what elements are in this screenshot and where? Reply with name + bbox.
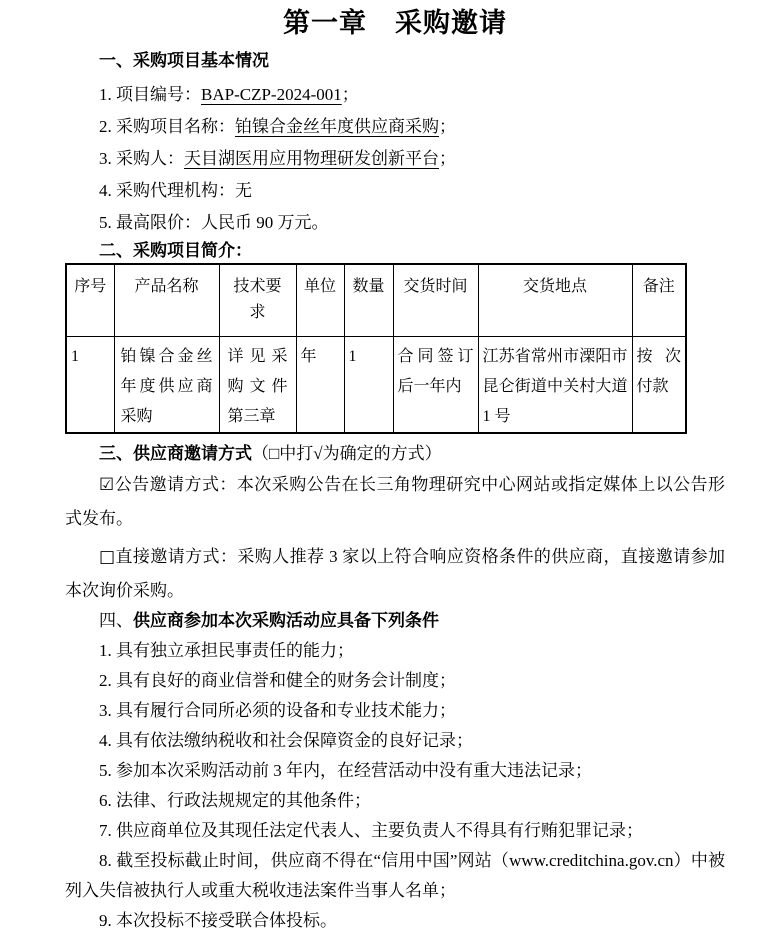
page-title: 第一章 采购邀请	[283, 8, 507, 38]
table-header-row	[66, 264, 686, 337]
table-header-cell-qty: 数量	[344, 264, 393, 337]
procurement-table	[65, 263, 687, 434]
item-suffix: ；	[341, 85, 359, 104]
no-consortium-underline: 不接受	[184, 911, 235, 928]
section3-heading-note: （□中打√为确定的方式）	[252, 444, 442, 463]
table-header-cell-tech: 技术要求	[219, 264, 296, 337]
table-cell-delivery-time: 合同签订后一年内	[393, 337, 478, 434]
section4-heading	[65, 611, 725, 630]
invite-option-announcement	[65, 468, 725, 535]
table-cell-unit: 年	[296, 337, 344, 434]
table-header-cell-remark: 备注	[632, 264, 686, 337]
invite-option-text: 直接邀请方式：采购人推荐 3 家以上符合响应资格条件的供应商，直接邀请参加本次询价采购。	[65, 547, 726, 600]
item-label: 4. 采购代理机构：无	[99, 181, 252, 200]
project-number-value: BAP-CZP-2024-001	[201, 85, 342, 104]
table-header-cell-delivery-place: 交货地点	[478, 264, 632, 337]
table-cell-tech: 详见采购文件第三章	[219, 337, 296, 434]
section4-heading-text: 供应商参加本次采购活动应具备下列条件	[133, 611, 439, 630]
list-item	[65, 143, 725, 175]
table-cell-qty: 1	[344, 337, 393, 434]
table-cell-product: 铂镍合金丝年度供应商采购	[114, 337, 219, 434]
list-item	[65, 786, 725, 816]
item-label: 3. 采购人：	[99, 149, 184, 168]
checkbox-unchecked-icon: □	[99, 547, 116, 567]
list-item	[65, 906, 725, 928]
item-text: 3. 具有履行合同所必须的设备和专业技术能力；	[99, 701, 456, 720]
list-item	[65, 666, 725, 696]
section3-heading-bold: 三、供应商邀请方式	[99, 444, 252, 463]
item-suffix: ；	[439, 117, 456, 136]
list-item	[65, 756, 725, 786]
list-item	[65, 846, 725, 906]
table-header-cell-delivery-time: 交货时间	[393, 264, 478, 337]
item-label: 2. 采购项目名称：	[99, 117, 235, 136]
item-suffix: ；	[439, 149, 456, 168]
table-cell-remark: 按次付款	[632, 337, 686, 434]
table-header-cell-seq: 序号	[66, 264, 114, 337]
list-item	[65, 79, 725, 111]
item-text: 5. 参加本次采购活动前 3 年内，在经营活动中没有重大违法记录；	[99, 761, 592, 780]
project-name-value: 铂镍合金丝年度供应商采购	[235, 117, 439, 136]
invite-option-direct	[65, 540, 725, 607]
item-text: 7. 供应商单位及其现任法定代表人、主要负责人不得具有行贿犯罪记录；	[99, 821, 643, 840]
list-item	[65, 111, 725, 143]
item-label: 5. 最高限价：人民币 90 万元。	[99, 213, 329, 232]
section2-heading: 二、采购项目简介：	[99, 241, 252, 260]
list-item	[65, 175, 725, 207]
section4-item-list	[65, 636, 725, 928]
item-label: 1. 项目编号：	[99, 85, 201, 104]
list-item	[65, 726, 725, 756]
list-item	[65, 696, 725, 726]
checkbox-checked-icon: ☑	[99, 475, 115, 495]
table-cell-seq: 1	[66, 337, 114, 434]
item-text: 1. 具有独立承担民事责任的能力；	[99, 641, 354, 660]
item-text: 2. 具有良好的商业信誉和健全的财务会计制度；	[99, 671, 456, 690]
section3-heading	[65, 444, 725, 463]
section1-heading: 一、采购项目基本情况	[99, 51, 269, 70]
item-text: 8. 截至投标截止时间，供应商不得在“信用中国”网站（www.creditchina.gov.cn）中被列入失信被执行人或重大税收违法案件当事人名单；	[65, 851, 725, 900]
item-text: 4. 具有依法缴纳税收和社会保障资金的良好记录；	[99, 731, 473, 750]
table-row	[66, 337, 686, 434]
section1-item-list	[65, 79, 725, 239]
list-item	[65, 207, 725, 239]
item-text: 9. 本次投标	[99, 911, 184, 928]
section4-heading-number: 四、	[99, 611, 133, 630]
table-header-cell-unit: 单位	[296, 264, 344, 337]
purchaser-value: 天目湖医用应用物理研发创新平台	[184, 149, 439, 168]
list-item	[65, 816, 725, 846]
list-item	[65, 636, 725, 666]
table-cell-delivery-place: 江苏省常州市溧阳市昆仑街道中关村大道 1 号	[478, 337, 632, 434]
item-suffix: 联合体投标。	[235, 911, 337, 928]
invite-option-text: 公告邀请方式：本次采购公告在长三角物理研究中心网站或指定媒体上以公告形式发布。	[65, 475, 725, 528]
item-text: 6. 法律、行政法规规定的其他条件；	[99, 791, 371, 810]
table-header-cell-product: 产品名称	[114, 264, 219, 337]
